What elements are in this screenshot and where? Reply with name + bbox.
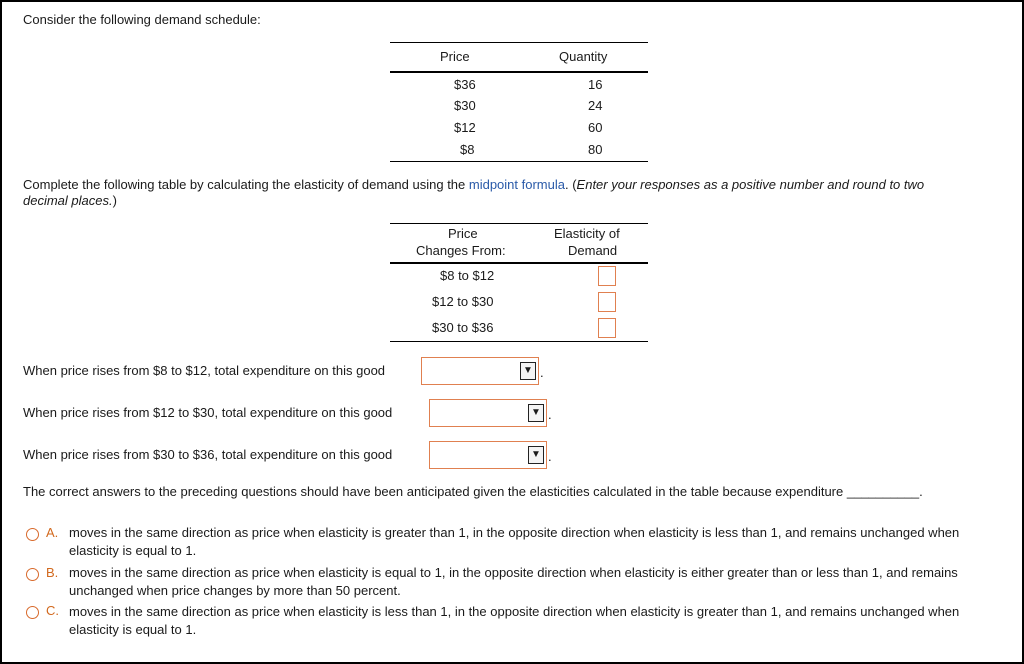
instruction-text: Complete the following table by calculating the elasticity of demand using the <box>23 177 469 192</box>
question-text: When price rises from $8 to $12, total expenditure on this good <box>23 363 386 378</box>
option-letter: A. <box>46 525 59 540</box>
header-price: Price <box>440 49 470 64</box>
header-price-changes: Price <box>448 226 478 241</box>
header-quantity: Quantity <box>559 49 608 64</box>
radio-option-b[interactable] <box>26 568 39 581</box>
chevron-down-icon[interactable]: ▼ <box>528 446 544 464</box>
schedule-price-cell: $30 <box>454 98 476 113</box>
instruction-text: ) <box>112 193 117 208</box>
table-bottom-rule <box>390 161 648 162</box>
period-text: . <box>540 365 544 380</box>
midpoint-formula-link[interactable]: midpoint formula <box>468 177 565 192</box>
schedule-quantity-cell: 80 <box>588 142 603 157</box>
anticipation-prompt: The correct answers to the preceding questions should have been anticipated given the elasticities calculated in the table because expenditure __________. <box>23 484 923 499</box>
radio-option-a[interactable] <box>26 528 39 541</box>
chevron-down-icon[interactable]: ▼ <box>528 404 544 422</box>
elasticity-input[interactable] <box>598 292 616 312</box>
schedule-price-cell: $8 <box>460 142 475 157</box>
price-range-cell: $8 to $12 <box>440 268 495 283</box>
schedule-price-cell: $36 <box>454 77 476 92</box>
option-letter: C. <box>46 603 59 618</box>
table-header-rule <box>390 71 648 73</box>
option-text[interactable]: moves in the same direction as price when elasticity is equal to 1, in the opposite direction when elasticity is either greater than or less than 1, and remains unchanged when price changes by more than 50 percent. <box>69 565 958 598</box>
schedule-quantity-cell: 24 <box>588 98 603 113</box>
instruction-line-1 <box>23 177 924 193</box>
header-price-changes: Changes From: <box>416 243 506 258</box>
instruction-line-2 <box>23 193 117 209</box>
table-header-rule <box>390 262 648 264</box>
radio-option-c[interactable] <box>26 606 39 619</box>
schedule-price-cell: $12 <box>454 120 476 135</box>
elasticity-input[interactable] <box>598 318 616 338</box>
instruction-text: . ( <box>564 177 577 192</box>
schedule-quantity-cell: 16 <box>588 77 603 92</box>
table-top-rule <box>390 42 648 43</box>
expenditure-dropdown[interactable] <box>429 399 547 427</box>
question-text: When price rises from $30 to $36, total expenditure on this good <box>23 447 393 462</box>
table-top-rule <box>390 223 648 224</box>
header-elasticity: Demand <box>568 243 618 258</box>
elasticity-input[interactable] <box>598 266 616 286</box>
schedule-quantity-cell: 60 <box>588 120 603 135</box>
chevron-down-icon[interactable]: ▼ <box>520 362 536 380</box>
period-text: . <box>548 449 552 464</box>
table-bottom-rule <box>390 341 648 342</box>
expenditure-dropdown[interactable] <box>421 357 539 385</box>
question-text: When price rises from $12 to $30, total expenditure on this good <box>23 405 393 420</box>
option-letter: B. <box>46 565 59 580</box>
header-elasticity: Elasticity of <box>554 226 620 241</box>
instruction-italic: Enter your responses as a positive number and round to two <box>576 177 925 192</box>
expenditure-dropdown[interactable] <box>429 441 547 469</box>
option-text[interactable]: moves in the same direction as price when elasticity is greater than 1, in the opposite direction when elasticity is less than 1, and remains unchanged when elasticity is equal to 1. <box>69 525 960 558</box>
price-range-cell: $30 to $36 <box>432 320 494 335</box>
period-text: . <box>548 407 552 422</box>
price-range-cell: $12 to $30 <box>432 294 494 309</box>
intro-text: Consider the following demand schedule: <box>23 12 261 27</box>
instruction-italic: decimal places. <box>23 193 113 208</box>
option-text[interactable]: moves in the same direction as price when elasticity is less than 1, in the opposite direction when elasticity is greater than 1, and remains unchanged when elasticity is equal to 1. <box>69 604 960 637</box>
